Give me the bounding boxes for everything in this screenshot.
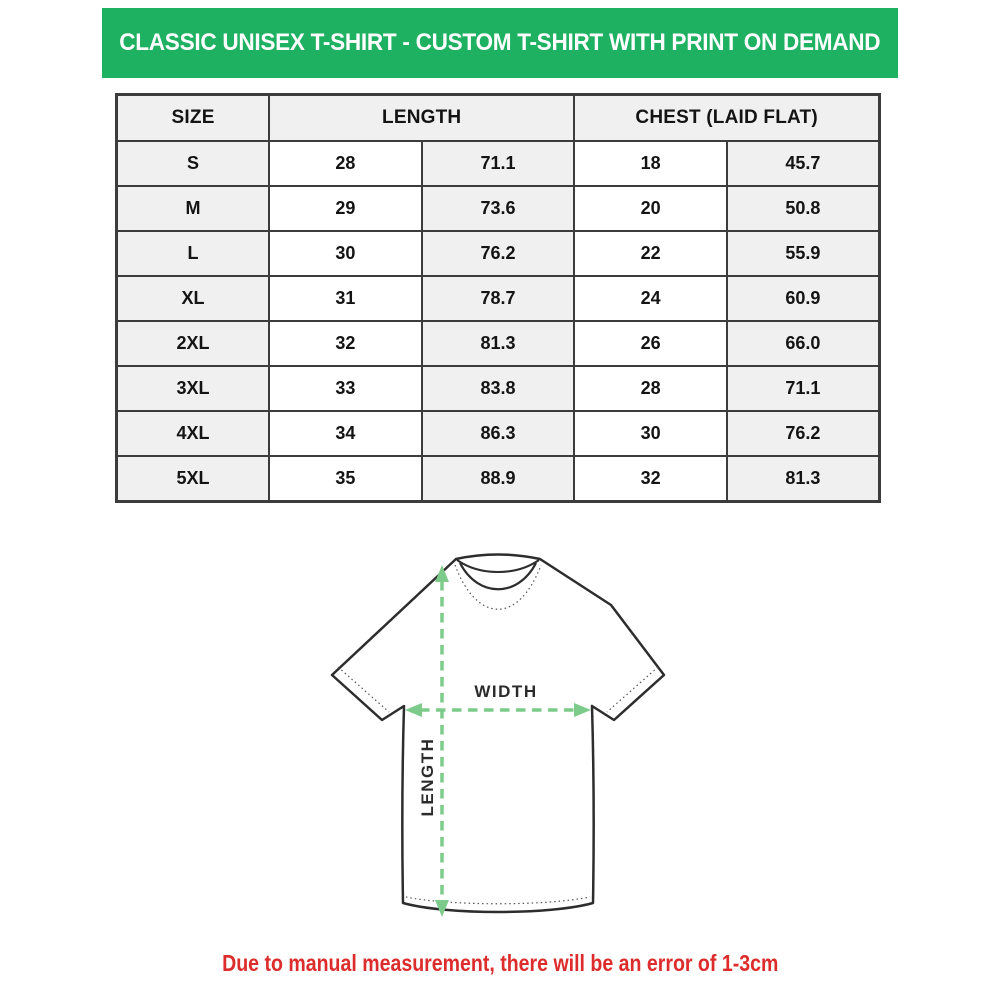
chest-in-cell: 18 — [574, 141, 727, 186]
page-title: CLASSIC UNISEX T-SHIRT - CUSTOM T-SHIRT WITH PRINT ON DEMAND — [119, 29, 881, 56]
length-in-cell: 28 — [269, 141, 422, 186]
length-in-cell: 34 — [269, 411, 422, 456]
tshirt-outline — [332, 555, 664, 913]
table-row — [117, 231, 880, 276]
size-cell: 4XL — [117, 411, 270, 456]
size-cell: XL — [117, 276, 270, 321]
table-row — [117, 456, 880, 502]
chest-cm-cell: 45.7 — [727, 141, 880, 186]
table-row — [117, 276, 880, 321]
length-in-cell: 29 — [269, 186, 422, 231]
header-size: SIZE — [117, 95, 270, 142]
chest-in-cell: 32 — [574, 456, 727, 502]
table-header-row — [117, 95, 880, 142]
length-in-cell: 35 — [269, 456, 422, 502]
length-cm-cell: 88.9 — [422, 456, 575, 502]
chest-cm-cell: 76.2 — [727, 411, 880, 456]
length-cm-cell: 83.8 — [422, 366, 575, 411]
chest-cm-cell: 71.1 — [727, 366, 880, 411]
width-label: WIDTH — [474, 682, 538, 701]
size-cell: 5XL — [117, 456, 270, 502]
length-in-cell: 33 — [269, 366, 422, 411]
size-cell: 3XL — [117, 366, 270, 411]
measurement-note: Due to manual measurement, there will be an error of 1-3cm — [221, 950, 779, 976]
size-cell: 2XL — [117, 321, 270, 366]
length-label: LENGTH — [418, 737, 437, 817]
chest-cm-cell: 66.0 — [727, 321, 880, 366]
size-cell: L — [117, 231, 270, 276]
length-cm-cell: 78.7 — [422, 276, 575, 321]
footer — [0, 950, 1000, 977]
header-length: LENGTH — [269, 95, 574, 142]
chest-in-cell: 20 — [574, 186, 727, 231]
table-row — [117, 141, 880, 186]
chest-in-cell: 24 — [574, 276, 727, 321]
tshirt-diagram — [310, 545, 690, 943]
size-chart-table — [115, 93, 881, 503]
table-row — [117, 186, 880, 231]
length-in-cell: 31 — [269, 276, 422, 321]
tshirt-svg — [310, 545, 690, 943]
chest-cm-cell: 55.9 — [727, 231, 880, 276]
table-row — [117, 366, 880, 411]
chest-in-cell: 30 — [574, 411, 727, 456]
length-cm-cell: 71.1 — [422, 141, 575, 186]
length-in-cell: 32 — [269, 321, 422, 366]
size-cell: S — [117, 141, 270, 186]
length-cm-cell: 81.3 — [422, 321, 575, 366]
length-cm-cell: 76.2 — [422, 231, 575, 276]
length-cm-cell: 86.3 — [422, 411, 575, 456]
size-cell: M — [117, 186, 270, 231]
chest-cm-cell: 81.3 — [727, 456, 880, 502]
chest-in-cell: 22 — [574, 231, 727, 276]
chest-in-cell: 26 — [574, 321, 727, 366]
table-row — [117, 411, 880, 456]
chest-cm-cell: 50.8 — [727, 186, 880, 231]
chest-in-cell: 28 — [574, 366, 727, 411]
table-row — [117, 321, 880, 366]
chest-cm-cell: 60.9 — [727, 276, 880, 321]
length-cm-cell: 73.6 — [422, 186, 575, 231]
header-chest: CHEST (LAID FLAT) — [574, 95, 879, 142]
length-in-cell: 30 — [269, 231, 422, 276]
banner — [102, 8, 898, 78]
